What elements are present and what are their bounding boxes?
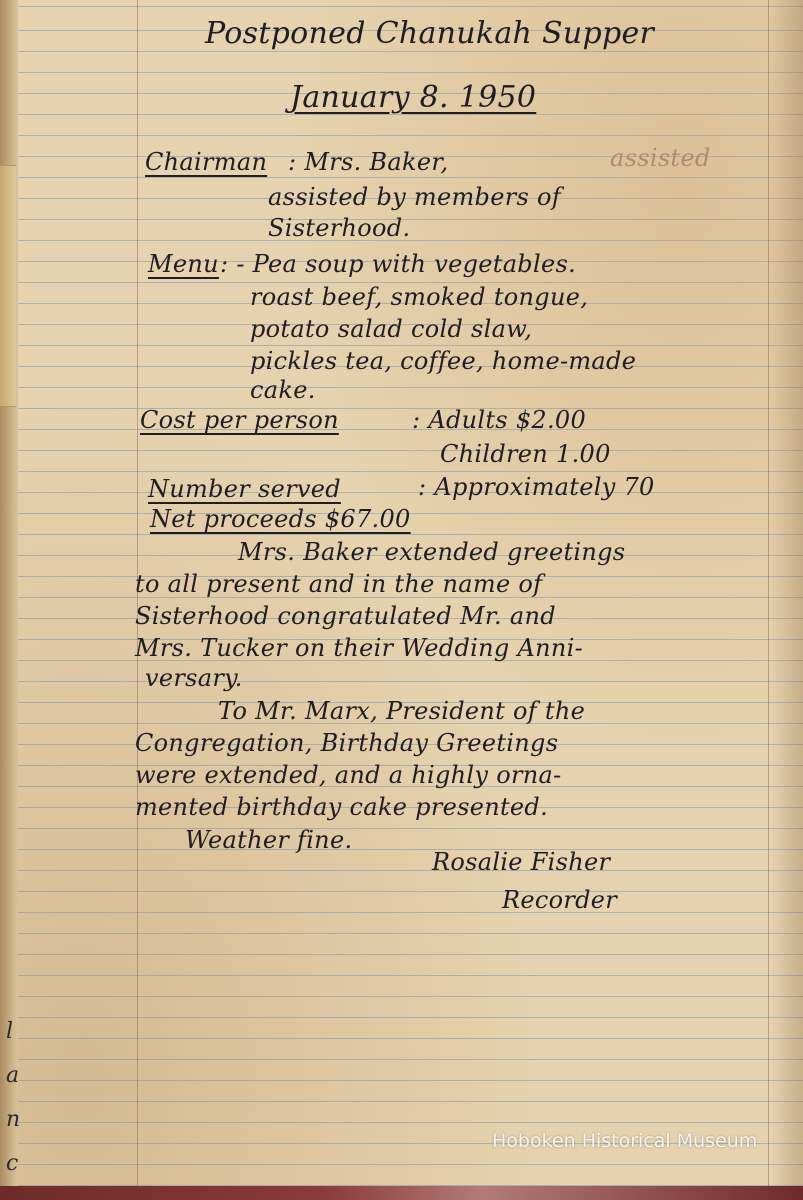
paragraph-1-line-4: Mrs. Tucker on their Wedding Anni- bbox=[135, 634, 583, 662]
edge-mark: l bbox=[6, 1019, 14, 1044]
cost-children: Children 1.00 bbox=[440, 440, 611, 468]
signature-name: Rosalie Fisher bbox=[432, 848, 611, 876]
menu-line-1: : - Pea soup with vegetables. bbox=[220, 250, 576, 278]
cost-adults: : Adults $2.00 bbox=[412, 406, 587, 434]
menu-line-2: roast beef, smoked tongue, bbox=[250, 283, 589, 311]
edge-marks bbox=[6, 1010, 30, 1186]
left-margin-line bbox=[137, 0, 138, 1200]
document-date: January 8. 1950 bbox=[290, 80, 537, 115]
paragraph-1-line-2: to all present and in the name of bbox=[135, 570, 543, 598]
chairman-line-3: Sisterhood. bbox=[268, 214, 411, 242]
menu-line-5: cake. bbox=[250, 376, 316, 404]
paragraph-1-line-5: versary. bbox=[145, 664, 243, 692]
chairman-line-2: assisted by members of bbox=[268, 183, 561, 211]
book-cover-edge bbox=[0, 1186, 803, 1200]
paragraph-2-line-3: were extended, and a highly orna- bbox=[135, 761, 562, 789]
menu-line-4: pickles tea, coffee, home-made bbox=[250, 347, 637, 375]
paragraph-2-line-2: Congregation, Birthday Greetings bbox=[135, 729, 559, 757]
museum-watermark: Hoboken Historical Museum bbox=[492, 1130, 758, 1152]
served-value: : Approximately 70 bbox=[418, 473, 655, 501]
edge-mark: n bbox=[6, 1107, 21, 1132]
signature-title: Recorder bbox=[502, 886, 618, 914]
paragraph-2-line-4: mented birthday cake presented. bbox=[135, 793, 549, 821]
paragraph-1-line-1: Mrs. Baker extended greetings bbox=[238, 538, 626, 566]
edge-mark: c bbox=[6, 1151, 19, 1176]
page-edge-shadow bbox=[771, 0, 803, 1200]
cost-label: Cost per person bbox=[140, 406, 339, 434]
paragraph-1-line-3: Sisterhood congratulated Mr. and bbox=[135, 602, 556, 630]
menu-line-3: potato salad cold slaw, bbox=[250, 315, 533, 343]
edge-mark: a bbox=[6, 1063, 20, 1088]
page-tab-strip bbox=[0, 165, 16, 407]
weather-note: Weather fine. bbox=[185, 826, 353, 854]
proceeds-label: Net proceeds $67.00 bbox=[150, 505, 411, 533]
right-margin-line bbox=[768, 0, 769, 1200]
chairman-crossed-word: assisted bbox=[610, 144, 711, 172]
chairman-name: : Mrs. Baker, bbox=[288, 148, 449, 176]
chairman-label: Chairman bbox=[145, 148, 268, 176]
page-title: Postponed Chanukah Supper bbox=[205, 16, 655, 51]
paragraph-2-line-1: To Mr. Marx, President of the bbox=[218, 697, 586, 725]
menu-label: Menu bbox=[148, 250, 219, 278]
served-label: Number served bbox=[148, 475, 341, 503]
